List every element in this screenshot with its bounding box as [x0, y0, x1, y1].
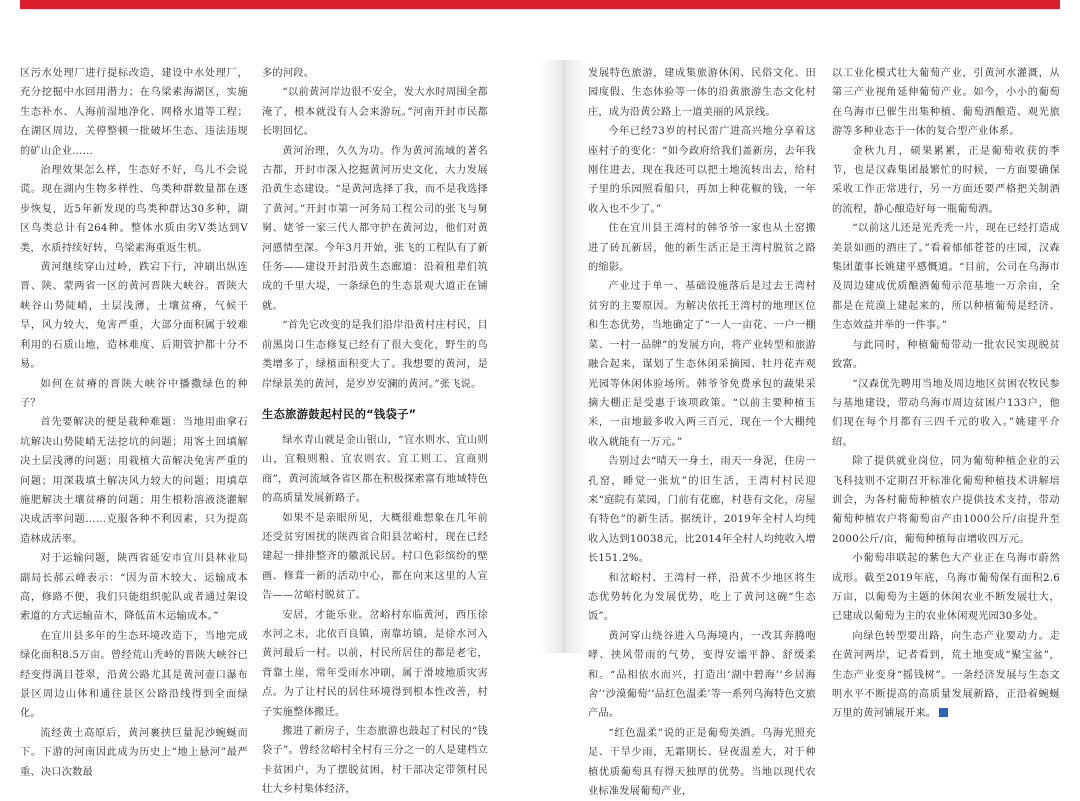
end-of-article-icon — [939, 708, 948, 717]
column-4 — [832, 64, 1060, 720]
page-gutter — [540, 60, 588, 653]
paragraph: 流经黄土高原后，黄河裹挟巨量泥沙蜿蜒而下。下游的河南因此成为历史上“地上悬河”最严重、决口次数最 — [20, 727, 248, 778]
paragraph: “以前这儿还是光秃秃一片，现在已经打造成美景如画的酒庄了。”看着郁郁苍苍的庄园，汉森集团董事长姚建平感慨道。“目前，公司在乌海市及周边建成优质酿酒葡萄示范基地一万余亩，全都是在荒漠上建起来的，所以种植葡萄是经济、生态效益并举的一件事。” — [832, 223, 1060, 332]
paragraph: “以前黄河岸边很不安全，发大水时周围全都淹了，根本就没有人会来游玩。”河南开封市民都长明回忆。 — [262, 87, 488, 138]
paragraph: 向绿色转型要出路，向生态产业要动力。走在黄河两岸，记者看到，荒土地变成“聚宝盆”，生态产业变身“摇钱树”。一条经济发展与生态文明水平不断提高的高质量发展新路，正沿着蜿蜒万里的黄河铺展开来。 — [832, 630, 1060, 720]
column-1 — [20, 64, 248, 778]
paragraph: 黄河继续穿山过岭，跌宕下行，冲刷出纵连晋、陕、蒙两省一区的黄河晋陕大峡谷。晋陕大峡谷山势陡峭，土层浅薄，土壤贫瘠，气候干旱，风力较大，兔害严重，大部分面积属于较难利用的石质山地，造林难度、后期管护都十分不易。 — [20, 262, 248, 371]
paragraph: 住在宜川县王湾村的韩爷爷一家也从土窑搬进了砖瓦新居，他的新生活正是王湾村脱贫之路的缩影。 — [588, 223, 816, 274]
paragraph: 今年已经73岁的村民雷广进高兴地分享着这座村子的变化：“如今政府给我们盖新房，去年我刚住进去，现在我还可以把土地流转出去，给村子里的乐园照看船只，再加上种花椒的钱，一年收入也不少了。” — [588, 126, 816, 215]
paragraph: 黄河穿山绕谷进入乌海境内，一改其奔腾咆哮、挟风带雨的气势，变得安谧平静、舒缓柔和。“品相依水而兴，打造出‘湖中碧海’‘乡居海舍’‘沙漠葡萄’‘品红色温柔’等一系列乌海特色文旅产品。 — [588, 630, 816, 720]
paragraph: 区污水处理厂进行提标改造，建设中水处理厂，充分挖掘中水回用潜力；在乌梁素海湖区，实施生态补水、人海前湿地净化、网格水道等工程；在湖区周边，关停整顿一批破坏生态、违法违规的矿山企业…… — [20, 68, 248, 157]
top-color-bar — [20, 0, 1060, 9]
paragraph: 除了提供就业岗位，同为葡萄种植企业的云飞科技则不定期召开标准化葡萄种植技术讲解培训会，为各村葡萄种植农户提供技术支持，带动葡萄种植农户将葡萄亩产由1000公斤/亩提升至2000公斤/亩，葡萄种植每亩增收四万元。 — [832, 456, 1060, 545]
paragraph: 首先要解决的便是栽种难题：当地用曲拿石坑解决山势陡峭无法挖坑的问题；用客土回填解决土层浅薄的问题；用栽植大苗解决兔害严重的问题；用深栽填土解决风力较大的问题；用填草施肥解决土壤贫瘠的问题；用生根粉溶液浇灌解决成活率问题……克服各种不利因素，只为提高造林成活率。 — [20, 417, 248, 545]
column-3 — [588, 64, 816, 798]
paragraph: 金秋九月，硕果累累，正是葡萄收获的季节，也是汉森集团最繁忙的时候，一方面要确保采收工作正常进行，另一方面还要严格把关制酒的流程，静心酿造好每一瓶葡萄酒。 — [832, 145, 1060, 215]
magazine-spread — [0, 60, 1080, 798]
paragraph: 多的河段。 — [262, 68, 315, 79]
paragraph: 对于运输问题，陕西省延安市宜川县林业局副局长郝云峰表示：“因为苗木较大、运输成本高，修路不便，我们只能组织驼队或者通过架设索道的方式运输苗木，降低苗木运输成本。” — [20, 553, 248, 623]
paragraph: 黄河治理，久久为功。作为黄河流域的著名古都，开封市深入挖掘黄河历史文化，大力发展沿黄生态建设。“是黄河选择了我，而不是我选择了黄河。”开封市第一河务局工程公司的张飞与舅舅、姥爷一家三代人都守护在黄河边，他们对黄河感情至深。今年3月开始，张飞的工程队有了新任务——建设开封沿黄生态廊道：沿着租辈们筑成的千里大堤，一条绿色的生态景观大道正在铺就。 — [262, 145, 488, 312]
paragraph: “首先它改变的是我们沿岸沿黄村庄村民，目前黑岗口生态修复已经有了很大变化，野生的鸟类增多了，绿植面积变大了。我想要的黄河，是岸绿景美的黄河，是岁岁安澜的黄河。”张飞说。 — [262, 320, 488, 390]
column-2-top — [262, 64, 488, 394]
paragraph: 治理效果怎么样，生态好不好，鸟儿不会说谎。现在湖内生物多样性、鸟类种群数量都在逐步恢复，近5年新发现的鸟类种群达30多种，湖区鸟类总计有264种。整体水质由劣Ⅴ类达到Ⅴ类，水质持续好转，乌梁素海重返生机。 — [20, 165, 248, 254]
paragraph: 绿水青山就是金山银山，“宜水则水、宜山则山，宜粮则粮、宜农则农、宜工则工、宜商则商”，黄河流域各省区都在积极探索富有地域特色的高质量发展新路子。 — [262, 434, 488, 505]
paragraph: 如何在贫瘠的晋陕大峡谷中播撒绿色的种子？ — [20, 378, 248, 409]
paragraph: “红色温柔”说的正是葡萄美酒。乌海光照充足、干旱少雨，无霜期长、昼夜温差大，对于种植优质葡萄具有得天独厚的优势。当地以现代农业标准发展葡萄产业， — [588, 727, 816, 798]
paragraph: 在宜川县多年的生态环境改造下，当地完成绿化面积8.5万亩。曾经荒山秃岭的晋陕大峡谷已经变得满目苍翠，沿黄公路尤其是黄河壶口瀑布景区周边山体和通往景区公路沿线得到全面绿化。 — [20, 630, 248, 720]
column-2-bottom — [262, 431, 488, 800]
paragraph: 与此同时，种植葡萄带动一批农民实现脱贫致富。 — [832, 339, 1060, 371]
section-heading: 生态旅游鼓起村民的“钱袋子” — [262, 407, 417, 421]
paragraph: 小葡萄串联起的紫色大产业正在乌海市蔚然成形。截至2019年底，乌海市葡萄保有面积2.6万亩，以葡萄为主题的休闲农业不断发展壮大，已建成以葡萄为主的农业休闲观光园30多处。 — [832, 553, 1060, 623]
paragraph: 告别过去“晴天一身土，雨天一身泥，住房一孔窑，睡觉一张炕”的旧生活，王湾村村民迎来“庭院有菜园，门前有花廊，村巷有文化，房屋有特色”的新生活。据统计，2019年全村人均纯收入达到10038元，比2014年全村人均纯收入增长151.2%。 — [588, 456, 816, 565]
paragraph: 安居，才能乐业。岔峪村东临黄河，西压徐水河之末，北依百良镇，南靠坊镇，是徐水河入黄河最后一村。以前，村民所居住的都是老宅，背靠土崖，常年受雨水冲刷，属于滑坡地质灾害点。为了让村民的居住环境得到根本性改善，村子实施整体搬迁。 — [262, 609, 488, 718]
paragraph: 以工业化模式壮大葡萄产业，引黄河水灌溉，从第三产业视角延伸葡萄产业。如今，小小的葡萄在乌海市已催生出集种植、葡萄酒酿造、观光旅游等多种业态于一体的复合型产业体系。 — [832, 68, 1060, 138]
paragraph: 搬进了新房子，生态旅游也鼓起了村民的“钱袋子”。曾经岔峪村全村有三分之一的人是建档立卡贫困户，为了摆脱贫困，村干部决定带领村民壮大乡村集体经济， — [262, 726, 488, 796]
paragraph: 和岔峪村、王湾村一样，沿黄不少地区将生态优势转化为发展优势，吃上了黄河这碗“生态饭”。 — [588, 572, 816, 623]
paragraph: 如果不是亲眼所见，大概很难想象在几年前还受贫穷困扰的陕西省合阳县岔峪村，现在已经建起一排排整齐的徽派民居。村口色彩缤纷的壁画、修葺一新的活动中心，都在向来这里的人宣告——岔峪村脱贫了。 — [262, 512, 488, 602]
column-2 — [262, 64, 488, 796]
paragraph: 产业过于单一、基础设施落后是过去王湾村贫穷的主要原因。为解决依托王湾村的地理区位和生态优势，当地确定了“一人一亩花、一户一棚菜、一村一品牌”的发展方向，将产业转型和旅游融合起来，谋划了生态休闲采摘园、牡丹花卉观光园等休闲体验场所。韩爷爷免费承包的蔬果采摘大棚正是受惠于该项政策。“以前主要种植玉米，一亩地最多收入两三百元，现在一个大棚纯收入就能有一万元。” — [588, 281, 816, 448]
paragraph: 发展特色旅游，建成集旅游休闲、民俗文化、田园度假、生态体验等一体的沿黄旅游生态文化村庄，成为沿黄公路上一道美丽的风景线。 — [588, 68, 816, 118]
paragraph: “汉森优先聘用当地及周边地区贫困农牧民参与基地建设，带动乌海市周边贫困户133户，他们现在每个月都有三四千元的收入。”姚建平介绍。 — [832, 378, 1060, 448]
